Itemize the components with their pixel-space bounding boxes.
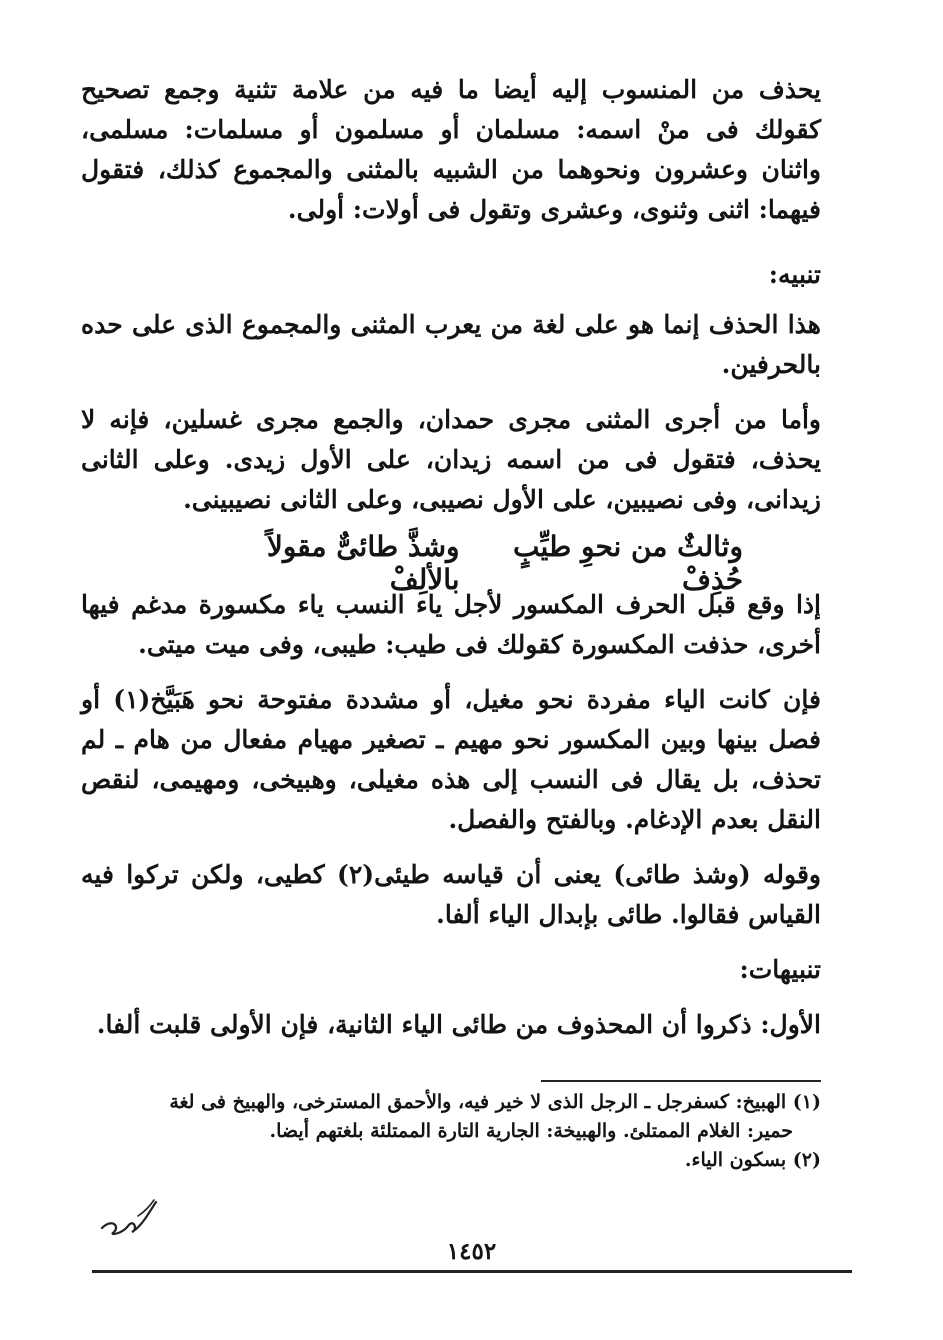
paragraph-4: إذا وقع قبل الحرف المكسور لأجل ياء النسب ياء مكسورة مدغم فيها أخرى، حذفت المكسورة كقولك فى طيب: طيبى، وفى ميت ميتى. [81,590,821,659]
paragraph-7 [81,1005,821,1045]
first-note-text: ذكروا أن المحذوف من طائى الياء الثانية، فإن الأولى قلبت ألفا. [96,1010,761,1039]
footnote-2: (٢) بسكون الياء. [684,1149,821,1171]
bottom-rule [92,1270,852,1273]
paragraph-2: هذا الحذف إنما هو على لغة من يعرب المثنى والمجموع الذى على حده بالحرفين. [81,310,821,379]
verse-second-hemistich: وشذَّ طائىٌّ مقولاً بالألِفْ [266,530,460,596]
section-heading-tanbih: تنبيه: [768,260,821,289]
footnote-1-line-2: حمير: الغلام الممتلئ. والهبيخة: الجارية التارة الممتلئة بلغتهم أيضا. [269,1120,793,1142]
paragraph-5: فإن كانت الياء مفردة نحو مغيل، أو مشددة مفتوحة نحو هَبَيَّخ(١) أو فصل بينها وبين المكسور نحو مهيم ـ تصغير مهيام مفعال من هام ـ لم تحذف، بل يقال فى النسب إلى هذه مغيلى، وهبيخى، ومهيمى، لنقص النقل بعدم الإدغام. وبالفتح والفصل. [81,685,821,834]
footnotes [81,1088,821,1175]
paragraph-1: يحذف من المنسوب إليه أيضا ما فيه من علامة تثنية وجمع تصحيح كقولك فى منْ اسمه: مسلمان أو مسلمون أو مسلمات: مسلمى، واثنان وعشرون ونحوهما من الشبيه بالمثنى والمجموع كذلك، فتقول فيهما: اثنى وثنوى، وعشرى وتقول فى أولات: أولى. [81,75,821,224]
paragraph-3: وأما من أجرى المثنى مجرى حمدان، والجمع مجرى غسلين، فإنه لا يحذف، فتقول فى من اسمه زيدان، على الأول زيدى. وعلى الثانى زيدانى، وفى نصيبين، على الأول نصيبى، وعلى الثانى نصيبينى. [81,405,821,514]
paragraph-6: وقوله (وشذ طائى) يعنى أن قياسه طيئى(٢) كطيى، ولكن تركوا فيه القياس فقالوا. طائى بإبدال الياء ألفا. [81,860,821,929]
footnote-separator [541,1080,821,1082]
handwritten-mark-icon [98,1196,158,1238]
page-number: ١٤٥٢ [446,1238,497,1265]
verse-first-hemistich: وثالثٌ من نحوِ طيِّبٍ حُذِفْ [513,530,743,596]
section-heading-tanbihat: تنبيهات: [739,955,821,984]
footnote-1-line-1: (١) الهبيخ: كسفرجل ـ الرجل الذى لا خير فيه، والأحمق المسترخى، والهبيخ فى لغة [169,1091,821,1113]
first-note-label: الأول: [760,1010,821,1039]
